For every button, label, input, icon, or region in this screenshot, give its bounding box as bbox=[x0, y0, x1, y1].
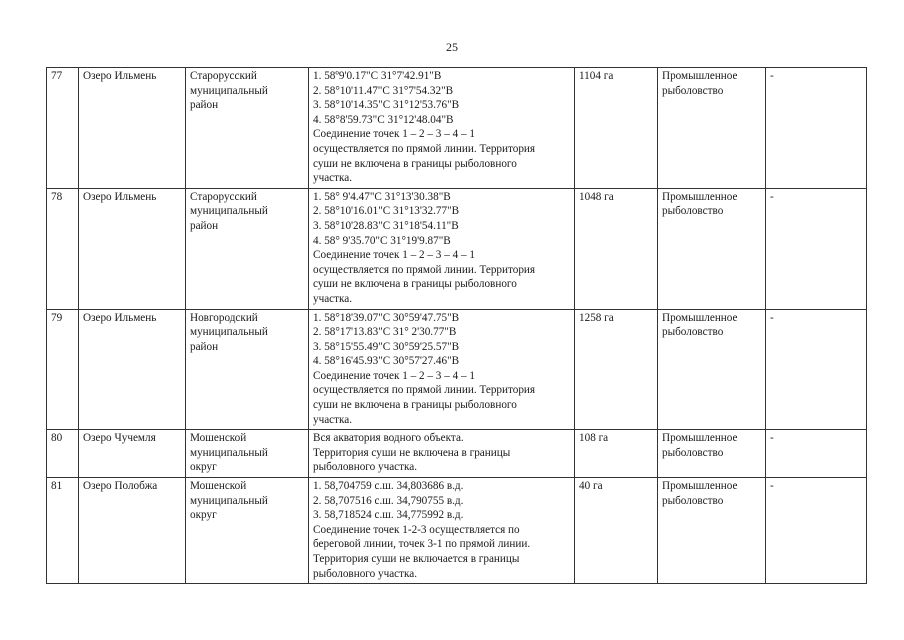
boundary-note-line: Соединение точек 1 – 2 – 3 – 4 – 1 bbox=[313, 369, 475, 382]
boundary-note-line: Территория суши не включается в границы bbox=[313, 553, 520, 565]
purpose-line: рыболовство bbox=[662, 326, 724, 339]
water-body-cell bbox=[79, 188, 186, 309]
boundary-note-line: суши не включена в границы рыболовного bbox=[313, 278, 517, 291]
coordinate-point: 2. 58,707516 с.ш. 34,790755 в.д. bbox=[313, 494, 464, 507]
coordinate-point: 2. 58°17'13.83"С 31° 2'30.77"В bbox=[313, 326, 457, 339]
district-line: муниципальный bbox=[190, 326, 268, 339]
boundary-note-line: осуществляется по прямой линии. Территория bbox=[313, 263, 536, 276]
district-line: муниципальный bbox=[190, 205, 268, 218]
area-value: 1258 га bbox=[579, 311, 614, 324]
water-body-name: Озеро Чучемля bbox=[83, 432, 156, 445]
area-value: 108 га bbox=[579, 432, 609, 445]
extra-value: - bbox=[770, 70, 774, 82]
water-body-cell bbox=[79, 68, 186, 189]
water-body-name: Озеро Ильмень bbox=[83, 311, 157, 324]
coordinate-point: 2. 58°10'16.01"С 31°13'32.77"В bbox=[313, 205, 460, 218]
coordinate-point: 1. 58,704759 с.ш. 34,803686 в.д. bbox=[313, 480, 464, 493]
district-line: район bbox=[190, 219, 219, 232]
boundary-note-line: участка. bbox=[313, 172, 353, 185]
row-number: 77 bbox=[51, 70, 63, 82]
coordinate-point: 4. 58° 9'35.70"С 31°19'9.87"В bbox=[313, 234, 451, 247]
table-row bbox=[47, 68, 867, 189]
purpose-line: Промышленное bbox=[662, 311, 738, 324]
area-value: 40 га bbox=[579, 480, 603, 493]
coordinate-point: 3. 58°10'14.35"С 31°12'53.76"В bbox=[313, 99, 460, 112]
district-cell bbox=[186, 188, 309, 309]
boundary-note-line: участка. bbox=[313, 413, 353, 426]
boundary-note-line: осуществляется по прямой линии. Территория bbox=[313, 384, 536, 397]
water-body-name: Озеро Ильмень bbox=[83, 70, 157, 82]
area-value: 1048 га bbox=[579, 190, 614, 203]
water-body-cell bbox=[79, 430, 186, 478]
row-number-cell bbox=[47, 309, 79, 430]
boundary-note-line: Вся акватория водного объекта. bbox=[313, 432, 464, 445]
purpose-line: Промышленное bbox=[662, 190, 738, 203]
table-row bbox=[47, 188, 867, 309]
area-value: 1104 га bbox=[579, 70, 614, 82]
coordinate-point: 3. 58°10'28.83"С 31°18'54.11"В bbox=[313, 219, 459, 232]
extra-cell bbox=[766, 430, 867, 478]
coordinate-point: 3. 58°15'55.49"С 30°59'25.57"В bbox=[313, 340, 460, 353]
extra-cell bbox=[766, 309, 867, 430]
water-body-name: Озеро Ильмень bbox=[83, 190, 157, 203]
boundary-description-cell bbox=[309, 68, 575, 189]
district-line: Мошенской bbox=[190, 480, 247, 493]
table-row bbox=[47, 478, 867, 584]
district-line: муниципальный bbox=[190, 494, 268, 507]
extra-cell bbox=[766, 68, 867, 189]
page-number: 25 bbox=[446, 40, 458, 54]
purpose-line: Промышленное bbox=[662, 432, 738, 445]
fishing-areas-table bbox=[46, 67, 867, 584]
coordinate-point: 3. 58,718524 с.ш. 34,775992 в.д. bbox=[313, 509, 464, 522]
water-body-cell bbox=[79, 478, 186, 584]
area-cell bbox=[575, 430, 658, 478]
district-line: округ bbox=[190, 461, 217, 474]
area-cell bbox=[575, 478, 658, 584]
purpose-cell bbox=[658, 430, 766, 478]
extra-cell bbox=[766, 188, 867, 309]
row-number-cell bbox=[47, 478, 79, 584]
district-line: муниципальный bbox=[190, 84, 268, 97]
district-line: Старорусский bbox=[190, 70, 257, 82]
district-line: район bbox=[190, 99, 219, 112]
district-line: Мошенской bbox=[190, 432, 247, 445]
purpose-line: рыболовство bbox=[662, 84, 724, 97]
area-cell bbox=[575, 68, 658, 189]
boundary-note-line: суши не включена в границы рыболовного bbox=[313, 157, 517, 170]
purpose-cell bbox=[658, 68, 766, 189]
purpose-line: рыболовство bbox=[662, 494, 724, 507]
row-number-cell bbox=[47, 430, 79, 478]
district-line: округ bbox=[190, 509, 217, 522]
row-number: 80 bbox=[51, 432, 63, 445]
district-line: Старорусский bbox=[190, 190, 257, 203]
district-cell bbox=[186, 430, 309, 478]
purpose-line: Промышленное bbox=[662, 70, 738, 82]
row-number: 79 bbox=[51, 311, 63, 324]
coordinate-point: 1. 58° 9'4.47"С 31°13'30.38"В bbox=[313, 190, 451, 203]
boundary-note-line: суши не включена в границы рыболовного bbox=[313, 399, 517, 412]
boundary-note-line: Соединение точек 1 – 2 – 3 – 4 – 1 bbox=[313, 249, 475, 262]
water-body-name: Озеро Полобжа bbox=[83, 480, 158, 493]
boundary-note-line: Территория суши не включена в границы bbox=[313, 446, 511, 459]
purpose-cell bbox=[658, 188, 766, 309]
coordinate-point: 4. 58°16'45.93"С 30°57'27.46"В bbox=[313, 355, 460, 368]
coordinate-point: 4. 58°8'59.73"С 31°12'48.04"В bbox=[313, 113, 454, 126]
water-body-cell bbox=[79, 309, 186, 430]
row-number-cell bbox=[47, 188, 79, 309]
table-row bbox=[47, 430, 867, 478]
purpose-line: рыболовство bbox=[662, 446, 724, 459]
extra-value: - bbox=[770, 311, 774, 324]
purpose-line: Промышленное bbox=[662, 480, 738, 493]
extra-value: - bbox=[770, 480, 774, 493]
coordinate-point: 1. 58°18'39.07"С 30°59'47.75"В bbox=[313, 311, 460, 324]
extra-cell bbox=[766, 478, 867, 584]
district-line: муниципальный bbox=[190, 446, 268, 459]
boundary-description-cell bbox=[309, 478, 575, 584]
district-cell bbox=[186, 68, 309, 189]
boundary-description-cell bbox=[309, 188, 575, 309]
coordinate-point: 2. 58°10'11.47"С 31°7'54.32"В bbox=[313, 84, 454, 97]
district-cell bbox=[186, 309, 309, 430]
row-number: 81 bbox=[51, 480, 63, 493]
row-number-cell bbox=[47, 68, 79, 189]
boundary-note-line: Соединение точек 1-2-3 осуществляется по bbox=[313, 523, 520, 536]
coordinate-point: 1. 58º9'0.17"С 31°7'42.91"В bbox=[313, 70, 442, 82]
boundary-note-line: рыболовного участка. bbox=[313, 567, 418, 580]
boundary-note-line: Соединение точек 1 – 2 – 3 – 4 – 1 bbox=[313, 128, 475, 141]
district-cell bbox=[186, 478, 309, 584]
boundary-description-cell bbox=[309, 430, 575, 478]
boundary-note-line: береговой линии, точек 3-1 по прямой линии. bbox=[313, 538, 531, 551]
area-cell bbox=[575, 188, 658, 309]
district-line: Новгородский bbox=[190, 311, 258, 324]
purpose-cell bbox=[658, 309, 766, 430]
extra-value: - bbox=[770, 190, 774, 203]
boundary-note-line: участка. bbox=[313, 292, 353, 305]
row-number: 78 bbox=[51, 190, 63, 203]
extra-value: - bbox=[770, 432, 774, 445]
boundary-description-cell bbox=[309, 309, 575, 430]
boundary-note-line: осуществляется по прямой линии. Территория bbox=[313, 142, 536, 155]
boundary-note-line: рыболовного участка. bbox=[313, 461, 418, 474]
purpose-cell bbox=[658, 478, 766, 584]
purpose-line: рыболовство bbox=[662, 205, 724, 218]
area-cell bbox=[575, 309, 658, 430]
district-line: район bbox=[190, 340, 219, 353]
table-row bbox=[47, 309, 867, 430]
